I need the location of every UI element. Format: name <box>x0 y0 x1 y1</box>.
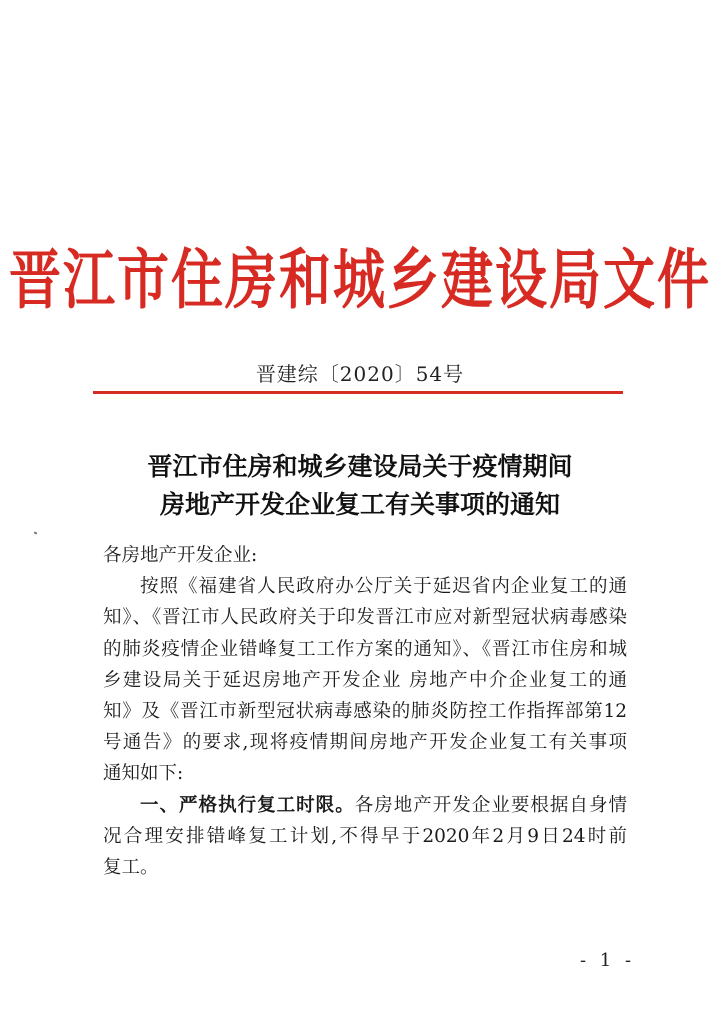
paragraph-2-line-1-text: 各房地产开发企业要根据自身情 <box>354 794 627 816</box>
notice-title-line-2: 房地产开发企业复工有关事项的通知 <box>159 490 560 519</box>
paragraph-1-line: 通知如下: <box>103 763 184 785</box>
red-divider-line <box>93 391 623 394</box>
paragraph-2-line: 复工。 <box>103 857 159 879</box>
notice-title <box>0 448 720 524</box>
page-number: - 1 - <box>580 950 636 971</box>
notice-body <box>103 540 627 883</box>
paragraph-1-line: 乡建设局关于延迟房地产开发企业 房地产中介企业复工的通 <box>103 669 627 691</box>
paragraph-1-line: 的肺炎疫情企业错峰复工工作方案的通知》、《晋江市住房和城 <box>103 638 627 660</box>
document-number: 晋建综〔2020〕54号 <box>255 362 465 386</box>
salutation: 各房地产开发企业: <box>103 545 258 566</box>
paragraph-1-line: 知》及《晋江市新型冠状病毒感染的肺炎防控工作指挥部第12 <box>103 701 627 723</box>
paragraph-2-heading: 一、严格执行复工时限。 <box>140 794 355 816</box>
notice-title-line-1: 晋江市住房和城乡建设局关于疫情期间 <box>147 452 573 481</box>
paragraph-2-first-line <box>103 790 627 821</box>
issuer-header-title: 晋江市住房和城乡建设局文件 <box>8 243 711 318</box>
paragraph-1-line: 知》、《晋江市人民政府关于印发晋江市应对新型冠状病毒感染 <box>103 607 627 629</box>
scan-speck <box>34 531 38 534</box>
paragraph-1-line: 号通告》的要求,现将疫情期间房地产开发企业复工有关事项 <box>103 732 627 754</box>
paragraph-1-line: 按照《福建省人民政府办公厅关于延迟省内企业复工的通 <box>140 576 627 598</box>
paragraph-2-line: 况合理安排错峰复工计划,不得早于2020年2月9日24时前 <box>103 825 627 847</box>
